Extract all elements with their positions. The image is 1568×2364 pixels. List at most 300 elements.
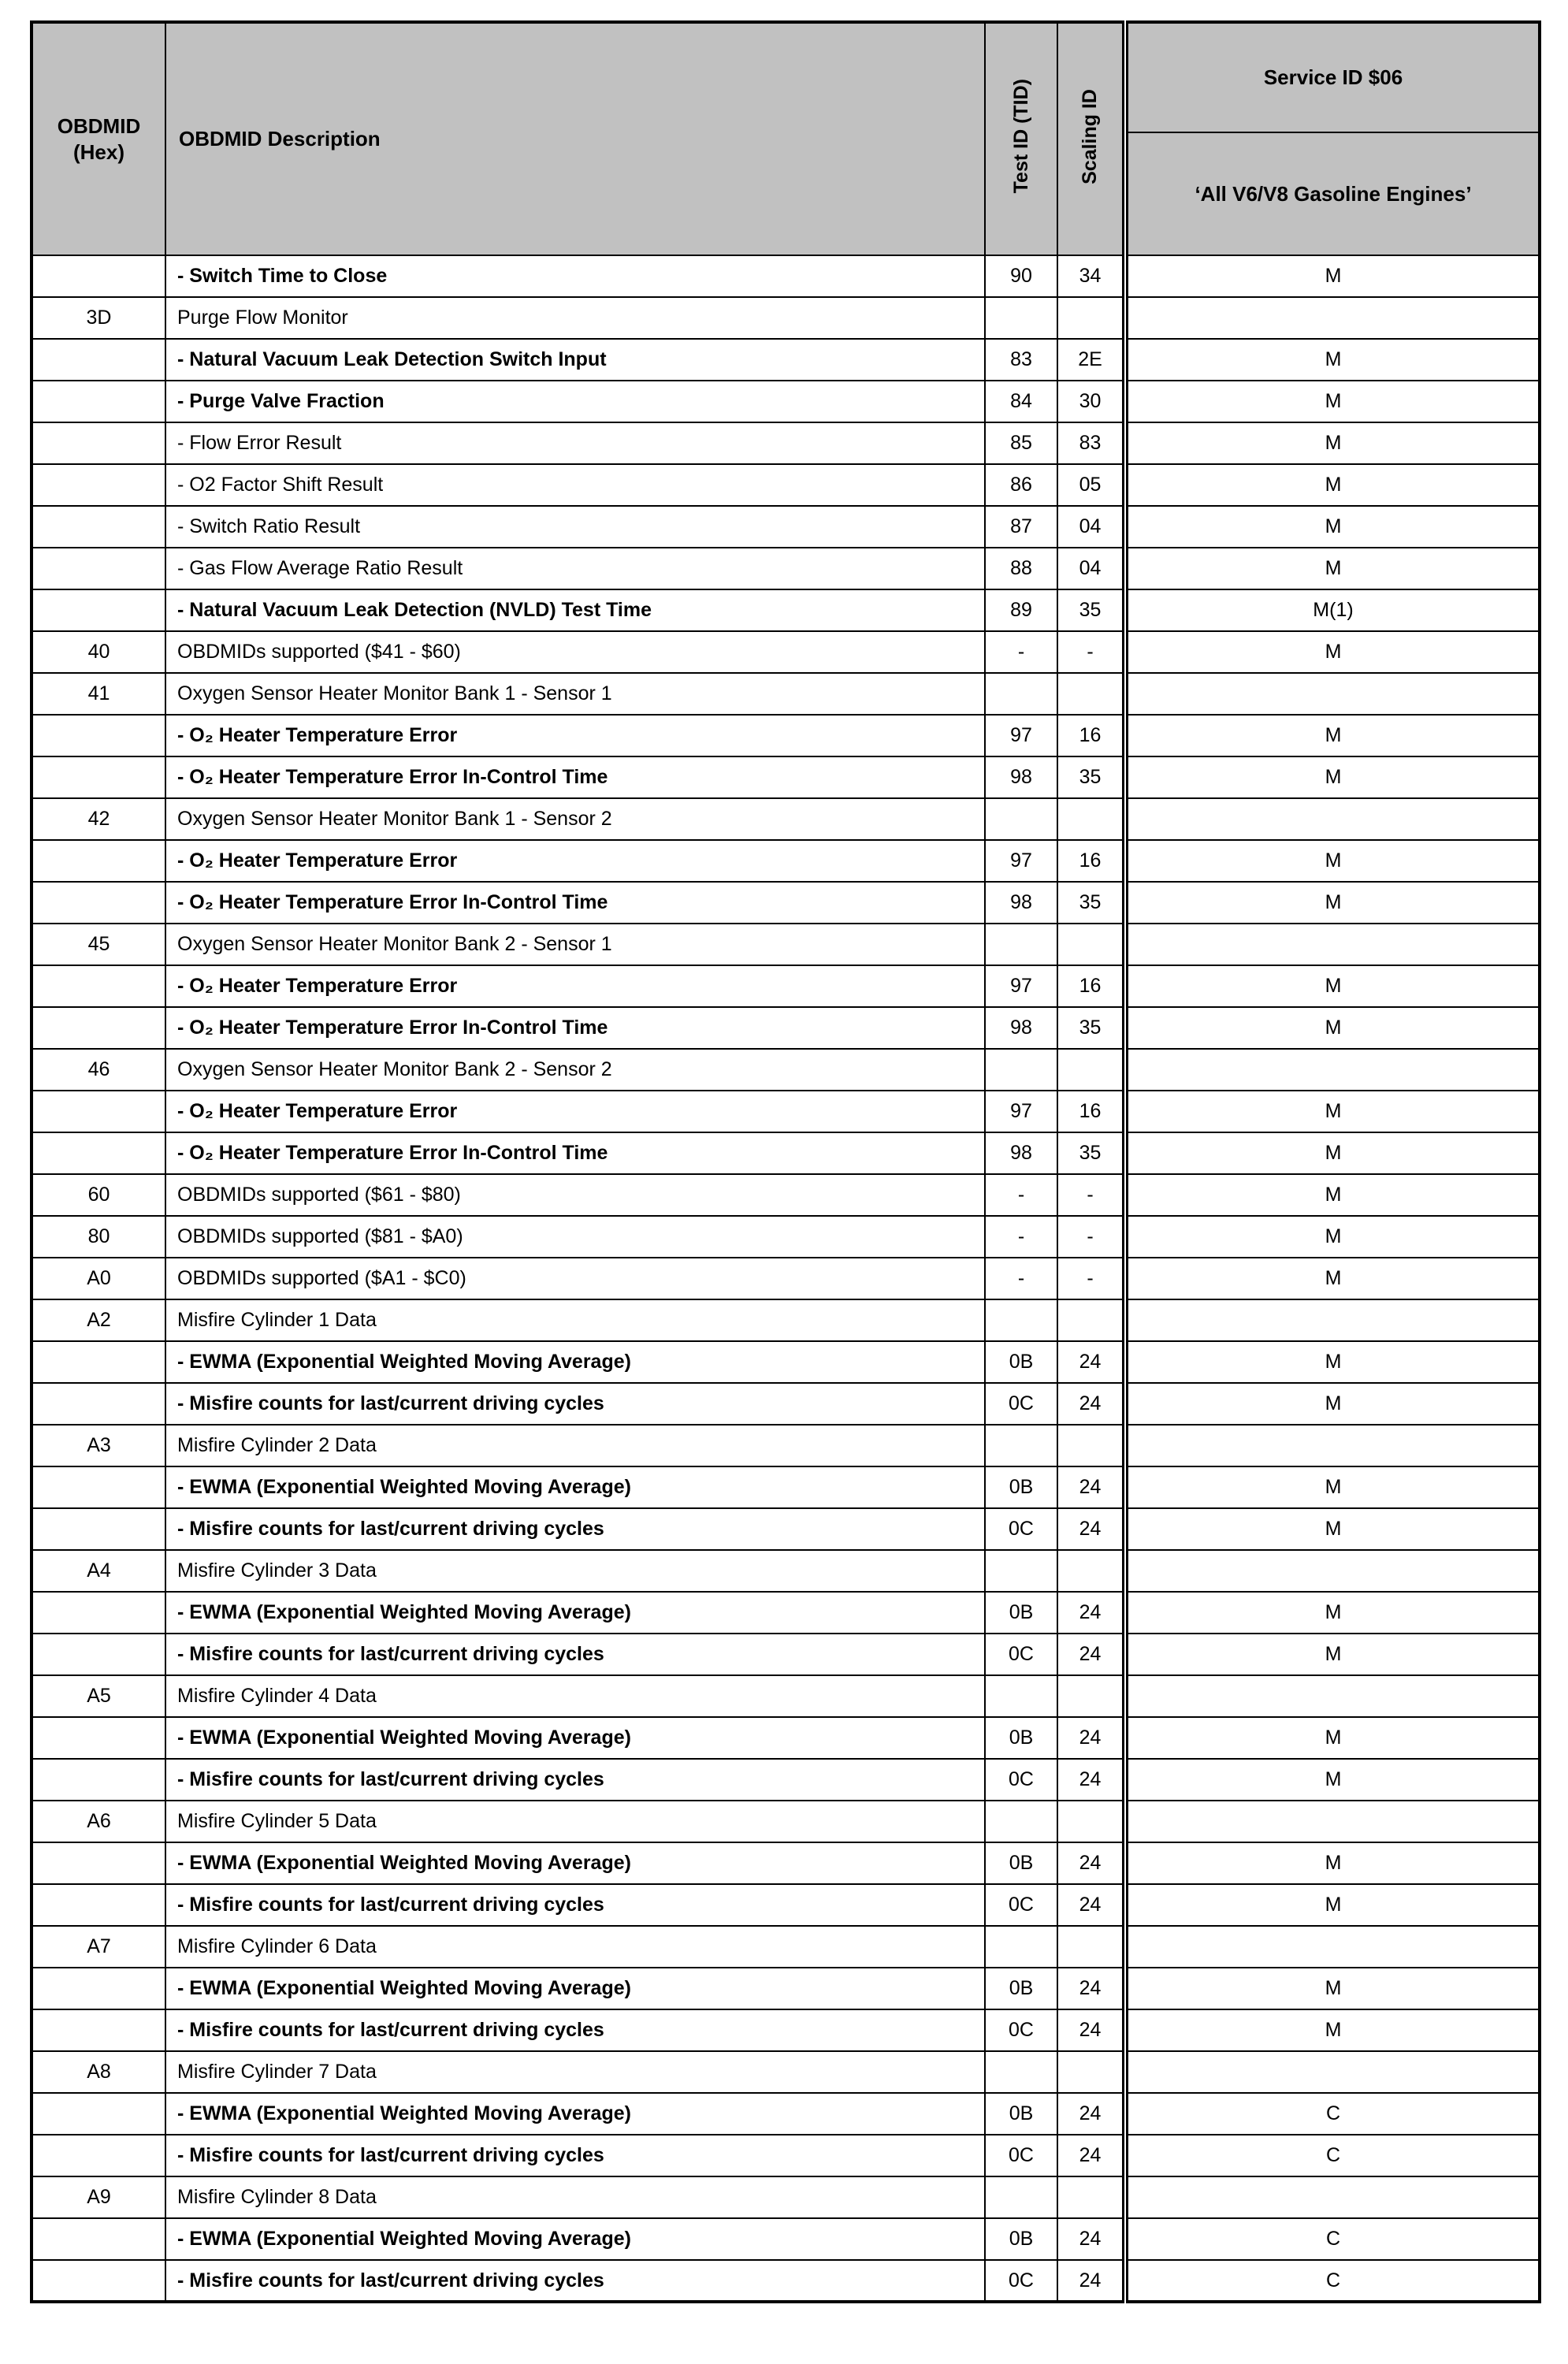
table-row — [32, 2051, 1540, 2093]
cell-obdmid-hex — [32, 1383, 165, 1425]
cell-scaling-id — [1057, 1801, 1125, 1842]
cell-obdmid-hex — [32, 882, 165, 924]
cell-test-id: 0B — [985, 1341, 1057, 1383]
cell-service — [1125, 798, 1540, 840]
cell-description: - O₂ Heater Temperature Error — [165, 840, 985, 882]
cell-service — [1125, 2176, 1540, 2218]
cell-description: Misfire Cylinder 4 Data — [165, 1675, 985, 1717]
table-row — [32, 2009, 1540, 2051]
cell-obdmid-hex: A8 — [32, 2051, 165, 2093]
cell-scaling-id: 35 — [1057, 756, 1125, 798]
cell-test-id: 87 — [985, 506, 1057, 548]
cell-description: - O2 Factor Shift Result — [165, 464, 985, 506]
cell-scaling-id — [1057, 2051, 1125, 2093]
cell-obdmid-hex: 40 — [32, 631, 165, 673]
table-row — [32, 1383, 1540, 1425]
table-row — [32, 2135, 1540, 2176]
cell-obdmid-hex — [32, 422, 165, 464]
table-row — [32, 715, 1540, 756]
header-obdmid-description: OBDMID Description — [165, 22, 985, 255]
cell-obdmid-hex: 46 — [32, 1049, 165, 1091]
cell-service: M — [1125, 756, 1540, 798]
table-row — [32, 1049, 1540, 1091]
cell-test-id — [985, 1926, 1057, 1968]
cell-scaling-id — [1057, 673, 1125, 715]
cell-scaling-id: 34 — [1057, 255, 1125, 297]
table-row — [32, 924, 1540, 965]
cell-test-id: 0B — [985, 1592, 1057, 1634]
cell-service: M — [1125, 1132, 1540, 1174]
cell-service: M — [1125, 882, 1540, 924]
cell-obdmid-hex — [32, 2260, 165, 2302]
cell-description: - Natural Vacuum Leak Detection (NVLD) Test Time — [165, 589, 985, 631]
table-row — [32, 297, 1540, 339]
cell-scaling-id: 16 — [1057, 965, 1125, 1007]
table-row — [32, 1592, 1540, 1634]
cell-description: Oxygen Sensor Heater Monitor Bank 2 - Sensor 2 — [165, 1049, 985, 1091]
cell-test-id: 90 — [985, 255, 1057, 297]
cell-description: - Switch Ratio Result — [165, 506, 985, 548]
cell-obdmid-hex: 41 — [32, 673, 165, 715]
table-row — [32, 882, 1540, 924]
cell-service: M — [1125, 381, 1540, 422]
cell-test-id: 0C — [985, 1383, 1057, 1425]
cell-service: M — [1125, 1007, 1540, 1049]
cell-test-id — [985, 1675, 1057, 1717]
table-row — [32, 255, 1540, 297]
cell-obdmid-hex — [32, 1634, 165, 1675]
cell-service: C — [1125, 2135, 1540, 2176]
cell-scaling-id: 24 — [1057, 2218, 1125, 2260]
table-row — [32, 1216, 1540, 1258]
cell-test-id: - — [985, 1174, 1057, 1216]
cell-scaling-id: 24 — [1057, 1383, 1125, 1425]
cell-service: M — [1125, 1383, 1540, 1425]
cell-scaling-id: 16 — [1057, 715, 1125, 756]
table-row — [32, 1508, 1540, 1550]
cell-test-id — [985, 2176, 1057, 2218]
table-row — [32, 1466, 1540, 1508]
cell-test-id: 0C — [985, 2260, 1057, 2302]
cell-scaling-id: 24 — [1057, 1968, 1125, 2009]
cell-scaling-id: 83 — [1057, 422, 1125, 464]
cell-scaling-id: 24 — [1057, 2009, 1125, 2051]
cell-test-id — [985, 1299, 1057, 1341]
table-body — [32, 255, 1540, 2302]
header-service-id: Service ID $06 — [1125, 22, 1540, 132]
table-row — [32, 1550, 1540, 1592]
cell-service — [1125, 1425, 1540, 1466]
table-row — [32, 422, 1540, 464]
cell-description: - Misfire counts for last/current driving cycles — [165, 1759, 985, 1801]
cell-test-id: 98 — [985, 1007, 1057, 1049]
cell-test-id — [985, 297, 1057, 339]
cell-description: - Gas Flow Average Ratio Result — [165, 548, 985, 589]
cell-obdmid-hex — [32, 1341, 165, 1383]
cell-test-id: 98 — [985, 882, 1057, 924]
cell-obdmid-hex — [32, 2218, 165, 2260]
cell-obdmid-hex — [32, 715, 165, 756]
cell-scaling-id — [1057, 798, 1125, 840]
table-header — [32, 22, 1540, 255]
cell-test-id: 0B — [985, 1842, 1057, 1884]
cell-obdmid-hex: A7 — [32, 1926, 165, 1968]
cell-obdmid-hex — [32, 589, 165, 631]
table-row — [32, 2093, 1540, 2135]
cell-scaling-id: 24 — [1057, 1884, 1125, 1926]
cell-obdmid-hex — [32, 548, 165, 589]
table-row — [32, 1425, 1540, 1466]
header-test-id-label: Test ID (TID) — [1009, 79, 1032, 194]
cell-test-id: - — [985, 1258, 1057, 1299]
cell-test-id — [985, 924, 1057, 965]
cell-service: M — [1125, 1759, 1540, 1801]
cell-obdmid-hex — [32, 506, 165, 548]
cell-test-id: 97 — [985, 840, 1057, 882]
cell-description: - EWMA (Exponential Weighted Moving Average) — [165, 1341, 985, 1383]
table-row — [32, 339, 1540, 381]
cell-test-id: 97 — [985, 715, 1057, 756]
cell-scaling-id — [1057, 1425, 1125, 1466]
cell-test-id — [985, 1550, 1057, 1592]
cell-description: - Misfire counts for last/current driving cycles — [165, 2009, 985, 2051]
cell-test-id: 0C — [985, 2135, 1057, 2176]
table-row — [32, 1258, 1540, 1299]
cell-service: M — [1125, 1341, 1540, 1383]
cell-service: M — [1125, 631, 1540, 673]
cell-test-id: 97 — [985, 1091, 1057, 1132]
cell-scaling-id — [1057, 1675, 1125, 1717]
cell-obdmid-hex — [32, 1466, 165, 1508]
table-row — [32, 1007, 1540, 1049]
cell-description: OBDMIDs supported ($81 - $A0) — [165, 1216, 985, 1258]
cell-scaling-id — [1057, 1299, 1125, 1341]
cell-scaling-id: - — [1057, 1258, 1125, 1299]
cell-description: Misfire Cylinder 5 Data — [165, 1801, 985, 1842]
cell-obdmid-hex — [32, 1091, 165, 1132]
cell-service — [1125, 1675, 1540, 1717]
cell-scaling-id: 16 — [1057, 840, 1125, 882]
cell-service: M — [1125, 1216, 1540, 1258]
cell-obdmid-hex — [32, 464, 165, 506]
cell-description: - Misfire counts for last/current driving cycles — [165, 1884, 985, 1926]
cell-scaling-id — [1057, 2176, 1125, 2218]
cell-scaling-id: 24 — [1057, 2260, 1125, 2302]
cell-service — [1125, 924, 1540, 965]
table-row — [32, 1132, 1540, 1174]
cell-test-id: 0B — [985, 2218, 1057, 2260]
cell-description: Purge Flow Monitor — [165, 297, 985, 339]
table-row — [32, 756, 1540, 798]
table-row — [32, 1884, 1540, 1926]
cell-scaling-id: - — [1057, 631, 1125, 673]
cell-test-id: - — [985, 631, 1057, 673]
cell-description: Misfire Cylinder 1 Data — [165, 1299, 985, 1341]
table-row — [32, 1091, 1540, 1132]
cell-test-id: - — [985, 1216, 1057, 1258]
cell-test-id: 0B — [985, 1717, 1057, 1759]
table-row — [32, 1842, 1540, 1884]
cell-obdmid-hex — [32, 1968, 165, 2009]
cell-service: M — [1125, 339, 1540, 381]
cell-service: M — [1125, 1842, 1540, 1884]
cell-scaling-id — [1057, 1926, 1125, 1968]
cell-obdmid-hex — [32, 1132, 165, 1174]
cell-obdmid-hex — [32, 2135, 165, 2176]
cell-obdmid-hex: 80 — [32, 1216, 165, 1258]
cell-scaling-id: 24 — [1057, 1592, 1125, 1634]
cell-description: - O₂ Heater Temperature Error In-Control Time — [165, 882, 985, 924]
cell-description: Misfire Cylinder 2 Data — [165, 1425, 985, 1466]
cell-service — [1125, 1550, 1540, 1592]
table-row — [32, 1675, 1540, 1717]
cell-scaling-id: 24 — [1057, 1842, 1125, 1884]
cell-obdmid-hex: A9 — [32, 2176, 165, 2218]
cell-obdmid-hex — [32, 1592, 165, 1634]
cell-test-id — [985, 1049, 1057, 1091]
table-row — [32, 631, 1540, 673]
cell-obdmid-hex — [32, 1717, 165, 1759]
cell-obdmid-hex: A0 — [32, 1258, 165, 1299]
table-row — [32, 589, 1540, 631]
cell-description: - Natural Vacuum Leak Detection Switch Input — [165, 339, 985, 381]
cell-service: M — [1125, 1508, 1540, 1550]
cell-obdmid-hex: A3 — [32, 1425, 165, 1466]
cell-service — [1125, 1926, 1540, 1968]
cell-scaling-id: 24 — [1057, 2093, 1125, 2135]
table-row — [32, 1717, 1540, 1759]
cell-scaling-id: 04 — [1057, 506, 1125, 548]
cell-obdmid-hex — [32, 2009, 165, 2051]
cell-description: Oxygen Sensor Heater Monitor Bank 2 - Sensor 1 — [165, 924, 985, 965]
cell-test-id: 83 — [985, 339, 1057, 381]
cell-scaling-id: 35 — [1057, 1007, 1125, 1049]
cell-scaling-id — [1057, 1049, 1125, 1091]
cell-test-id: 88 — [985, 548, 1057, 589]
cell-service — [1125, 1801, 1540, 1842]
cell-obdmid-hex: 60 — [32, 1174, 165, 1216]
cell-test-id: 0C — [985, 1634, 1057, 1675]
cell-service — [1125, 297, 1540, 339]
cell-test-id: 85 — [985, 422, 1057, 464]
cell-description: - Flow Error Result — [165, 422, 985, 464]
cell-scaling-id: 04 — [1057, 548, 1125, 589]
cell-service: C — [1125, 2218, 1540, 2260]
cell-scaling-id — [1057, 297, 1125, 339]
cell-description: Misfire Cylinder 6 Data — [165, 1926, 985, 1968]
cell-test-id: 0C — [985, 1759, 1057, 1801]
cell-description: Oxygen Sensor Heater Monitor Bank 1 - Sensor 1 — [165, 673, 985, 715]
cell-test-id: 98 — [985, 1132, 1057, 1174]
cell-scaling-id: 24 — [1057, 1341, 1125, 1383]
cell-scaling-id: - — [1057, 1216, 1125, 1258]
cell-description: - Purge Valve Fraction — [165, 381, 985, 422]
cell-test-id: 0C — [985, 1884, 1057, 1926]
table-row — [32, 1926, 1540, 1968]
cell-description: OBDMIDs supported ($41 - $60) — [165, 631, 985, 673]
cell-test-id — [985, 1425, 1057, 1466]
header-scaling-id — [1057, 22, 1125, 255]
cell-scaling-id: 24 — [1057, 1508, 1125, 1550]
cell-obdmid-hex: 42 — [32, 798, 165, 840]
cell-description: - Misfire counts for last/current driving cycles — [165, 1508, 985, 1550]
cell-service: M — [1125, 1717, 1540, 1759]
table-row — [32, 840, 1540, 882]
cell-description: OBDMIDs supported ($61 - $80) — [165, 1174, 985, 1216]
cell-description: - O₂ Heater Temperature Error — [165, 715, 985, 756]
cell-test-id: 86 — [985, 464, 1057, 506]
cell-scaling-id: 24 — [1057, 2135, 1125, 2176]
cell-description: OBDMIDs supported ($A1 - $C0) — [165, 1258, 985, 1299]
cell-service: C — [1125, 2260, 1540, 2302]
header-scaling-id-label: Scaling ID — [1079, 88, 1101, 184]
table-row — [32, 965, 1540, 1007]
cell-service: M — [1125, 506, 1540, 548]
cell-description: - EWMA (Exponential Weighted Moving Average) — [165, 1842, 985, 1884]
header-test-id — [985, 22, 1057, 255]
table-row — [32, 798, 1540, 840]
table-row — [32, 1174, 1540, 1216]
cell-description: - EWMA (Exponential Weighted Moving Average) — [165, 1968, 985, 2009]
cell-obdmid-hex: 45 — [32, 924, 165, 965]
table-row — [32, 548, 1540, 589]
cell-service: M — [1125, 422, 1540, 464]
cell-obdmid-hex: A6 — [32, 1801, 165, 1842]
cell-service: M — [1125, 2009, 1540, 2051]
cell-service: M — [1125, 1174, 1540, 1216]
table-row — [32, 506, 1540, 548]
cell-service: M — [1125, 1592, 1540, 1634]
cell-obdmid-hex: A2 — [32, 1299, 165, 1341]
table-row — [32, 464, 1540, 506]
table-row — [32, 673, 1540, 715]
cell-service — [1125, 1299, 1540, 1341]
cell-obdmid-hex — [32, 1508, 165, 1550]
header-obdmid-hex: OBDMID (Hex) — [32, 22, 165, 255]
cell-description: - EWMA (Exponential Weighted Moving Average) — [165, 2218, 985, 2260]
cell-description: - EWMA (Exponential Weighted Moving Average) — [165, 1717, 985, 1759]
header-service-engines: ‘All V6/V8 Gasoline Engines’ — [1125, 132, 1540, 255]
cell-service: M — [1125, 1258, 1540, 1299]
cell-description: - O₂ Heater Temperature Error In-Control Time — [165, 1007, 985, 1049]
cell-description: Misfire Cylinder 8 Data — [165, 2176, 985, 2218]
cell-service: M — [1125, 1884, 1540, 1926]
cell-description: - Misfire counts for last/current driving cycles — [165, 1383, 985, 1425]
cell-service: C — [1125, 2093, 1540, 2135]
cell-test-id — [985, 798, 1057, 840]
cell-service — [1125, 1049, 1540, 1091]
cell-scaling-id: - — [1057, 1174, 1125, 1216]
cell-obdmid-hex — [32, 756, 165, 798]
cell-description: Misfire Cylinder 3 Data — [165, 1550, 985, 1592]
cell-test-id: 0B — [985, 2093, 1057, 2135]
cell-service: M — [1125, 464, 1540, 506]
cell-service: M — [1125, 548, 1540, 589]
cell-description: Misfire Cylinder 7 Data — [165, 2051, 985, 2093]
cell-test-id: 98 — [985, 756, 1057, 798]
cell-scaling-id: 16 — [1057, 1091, 1125, 1132]
cell-description: - O₂ Heater Temperature Error — [165, 1091, 985, 1132]
cell-description: - Misfire counts for last/current driving cycles — [165, 1634, 985, 1675]
cell-obdmid-hex — [32, 381, 165, 422]
cell-scaling-id: 35 — [1057, 882, 1125, 924]
cell-scaling-id: 24 — [1057, 1717, 1125, 1759]
cell-obdmid-hex — [32, 840, 165, 882]
cell-test-id: 0C — [985, 1508, 1057, 1550]
cell-service: M — [1125, 965, 1540, 1007]
cell-description: - O₂ Heater Temperature Error In-Control Time — [165, 1132, 985, 1174]
cell-scaling-id: 24 — [1057, 1634, 1125, 1675]
cell-test-id — [985, 2051, 1057, 2093]
cell-test-id: 0B — [985, 1968, 1057, 2009]
table-row — [32, 1299, 1540, 1341]
cell-description: - Switch Time to Close — [165, 255, 985, 297]
cell-scaling-id: 35 — [1057, 1132, 1125, 1174]
table-row — [32, 2218, 1540, 2260]
cell-description: - EWMA (Exponential Weighted Moving Average) — [165, 2093, 985, 2135]
table-row — [32, 2176, 1540, 2218]
cell-scaling-id: 2E — [1057, 339, 1125, 381]
cell-scaling-id: 35 — [1057, 589, 1125, 631]
table-row — [32, 1634, 1540, 1675]
cell-obdmid-hex — [32, 339, 165, 381]
cell-obdmid-hex: A5 — [32, 1675, 165, 1717]
cell-service: M — [1125, 1634, 1540, 1675]
cell-description: - O₂ Heater Temperature Error In-Control Time — [165, 756, 985, 798]
cell-description: - EWMA (Exponential Weighted Moving Average) — [165, 1592, 985, 1634]
cell-test-id: 0B — [985, 1466, 1057, 1508]
cell-obdmid-hex — [32, 255, 165, 297]
cell-service: M — [1125, 1091, 1540, 1132]
cell-description: - O₂ Heater Temperature Error — [165, 965, 985, 1007]
cell-scaling-id: 24 — [1057, 1466, 1125, 1508]
cell-service: M — [1125, 1466, 1540, 1508]
cell-service — [1125, 2051, 1540, 2093]
cell-test-id: 97 — [985, 965, 1057, 1007]
obdmid-table — [30, 20, 1541, 2303]
cell-service: M — [1125, 255, 1540, 297]
cell-obdmid-hex: A4 — [32, 1550, 165, 1592]
cell-service: M(1) — [1125, 589, 1540, 631]
table-row — [32, 1759, 1540, 1801]
cell-obdmid-hex — [32, 1884, 165, 1926]
cell-obdmid-hex — [32, 965, 165, 1007]
table-row — [32, 1341, 1540, 1383]
cell-test-id: 89 — [985, 589, 1057, 631]
cell-obdmid-hex — [32, 2093, 165, 2135]
cell-service — [1125, 673, 1540, 715]
cell-service: M — [1125, 840, 1540, 882]
cell-description: - Misfire counts for last/current driving cycles — [165, 2135, 985, 2176]
cell-scaling-id: 30 — [1057, 381, 1125, 422]
cell-test-id: 0C — [985, 2009, 1057, 2051]
cell-obdmid-hex — [32, 1759, 165, 1801]
cell-scaling-id: 05 — [1057, 464, 1125, 506]
cell-obdmid-hex — [32, 1842, 165, 1884]
cell-description: - EWMA (Exponential Weighted Moving Average) — [165, 1466, 985, 1508]
cell-description: - Misfire counts for last/current driving cycles — [165, 2260, 985, 2302]
cell-test-id — [985, 673, 1057, 715]
cell-description: Oxygen Sensor Heater Monitor Bank 1 - Sensor 2 — [165, 798, 985, 840]
cell-test-id: 84 — [985, 381, 1057, 422]
table-row — [32, 1801, 1540, 1842]
cell-service: M — [1125, 1968, 1540, 2009]
cell-scaling-id — [1057, 1550, 1125, 1592]
cell-obdmid-hex: 3D — [32, 297, 165, 339]
table-row — [32, 1968, 1540, 2009]
cell-test-id — [985, 1801, 1057, 1842]
table-row — [32, 2260, 1540, 2302]
